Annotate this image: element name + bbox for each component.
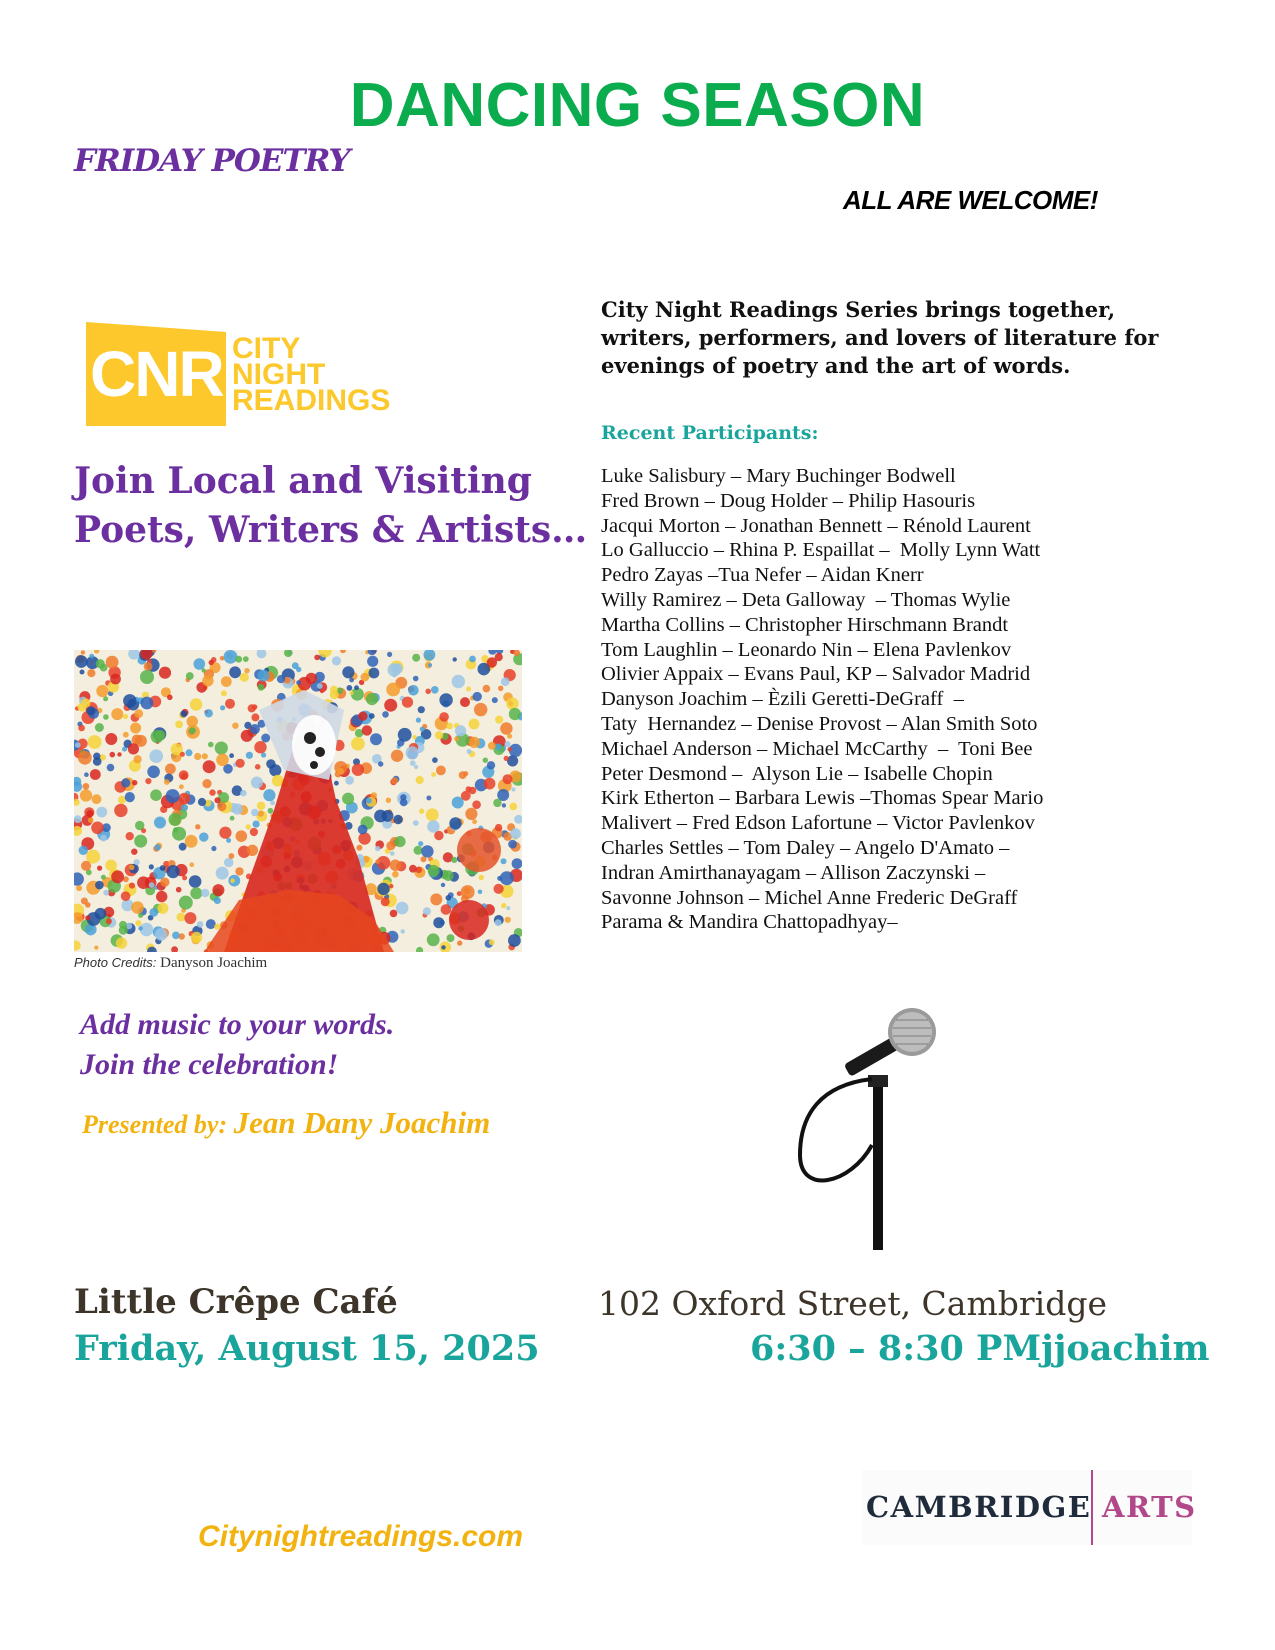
logo-divider [1091, 1470, 1093, 1545]
join-heading [74, 457, 594, 555]
cambridge-arts-logo [862, 1470, 1197, 1545]
participant-line: Malivert – Fred Edson Lafortune – Victor Pavlenkov [601, 812, 1035, 835]
sponsor-name: CAMBRIDGE [866, 1490, 1092, 1524]
participant-line: Kirk Etherton – Barbara Lewis –Thomas Spear Mario [601, 787, 1044, 810]
venue-address: 102 Oxford Street, Cambridge [598, 1284, 1108, 1323]
event-time: 6:30 – 8:30 PMjjoachim [750, 1328, 1210, 1369]
participant-line: Peter Desmond – Alyson Lie – Isabelle Chopin [601, 762, 993, 785]
join-line-1: Join Local and Visiting [74, 460, 532, 502]
sponsor-suffix: ARTS [1102, 1490, 1197, 1524]
participant-line: Taty Hernandez – Denise Provost – Alan Smith Soto [601, 712, 1038, 735]
participant-line: Indran Amirthanayagam – Allison Zaczynski – [601, 861, 986, 884]
page-title: DANCING SEASON [349, 71, 926, 140]
svg-text:CITY: CITY [232, 332, 301, 365]
welcome-text: ALL ARE WELCOME! [843, 185, 1098, 215]
participant-line: Pedro Zayas –Tua Nefer – Aidan Knerr [601, 564, 924, 587]
join-line-2: Poets, Writers & Artists… [74, 509, 588, 551]
svg-text:NIGHT: NIGHT [232, 358, 326, 391]
participant-line: Martha Collins – Christopher Hirschmann Brandt [601, 613, 1009, 636]
participant-line: Savonne Johnson – Michel Anne Frederic DeGraff [601, 886, 1018, 909]
participant-line: Charles Settles – Tom Daley – Angelo D'Amato – [601, 836, 1010, 859]
tagline [80, 1005, 394, 1085]
painting-image [74, 650, 522, 952]
svg-text:READINGS: READINGS [232, 384, 391, 417]
event-date: Friday, August 15, 2025 [74, 1328, 540, 1369]
participant-line: Lo Galluccio – Rhina P. Espaillat – Molly Lynn Watt [601, 539, 1041, 562]
participants-list [601, 464, 1181, 935]
participants-heading: Recent Participants: [601, 422, 819, 444]
participant-line: Jacqui Morton – Jonathan Bennett – Rénold Laurent [601, 514, 1031, 537]
participant-line: Olivier Appaix – Evans Paul, KP – Salvador Madrid [601, 663, 1031, 686]
participant-line: Tom Laughlin – Leonardo Nin – Elena Pavlenkov [601, 638, 1012, 661]
participant-line: Michael Anderson – Michael McCarthy – Toni Bee [601, 737, 1033, 760]
photo-credits-name: Danyson Joachim [160, 955, 268, 971]
presenter-label: Presented by: [82, 1110, 228, 1139]
svg-text:CNR: CNR [90, 338, 223, 410]
photo-credits-label: Photo Credits: [74, 955, 157, 970]
participant-line: Willy Ramirez – Deta Galloway – Thomas Wylie [601, 588, 1011, 611]
participant-line: Parama & Mandira Chattopadhyay– [601, 911, 898, 934]
venue-name: Little Crêpe Café [74, 1282, 398, 1322]
cnr-logo [86, 322, 416, 426]
series-intro: City Night Readings Series brings together, writers, performers, and lovers of literature for evenings of poetry and the art of words. [601, 297, 1159, 378]
presenter [82, 1105, 490, 1141]
participant-line: Luke Salisbury – Mary Buchinger Bodwell [601, 465, 956, 487]
participant-line: Danyson Joachim – Èzili Geretti-DeGraff – [601, 688, 964, 711]
participant-line: Fred Brown – Doug Holder – Philip Hasouris [601, 489, 976, 512]
photo-credits [74, 955, 267, 972]
website-link[interactable]: Citynightreadings.com [198, 1520, 524, 1553]
series-subtitle: FRIDAY POETRY [74, 143, 350, 179]
presenter-name: Jean Dany Joachim [233, 1105, 491, 1140]
tagline-line-2: Join the celebration! [80, 1048, 339, 1081]
microphone-icon [780, 1005, 940, 1250]
tagline-line-1: Add music to your words. [80, 1008, 395, 1041]
